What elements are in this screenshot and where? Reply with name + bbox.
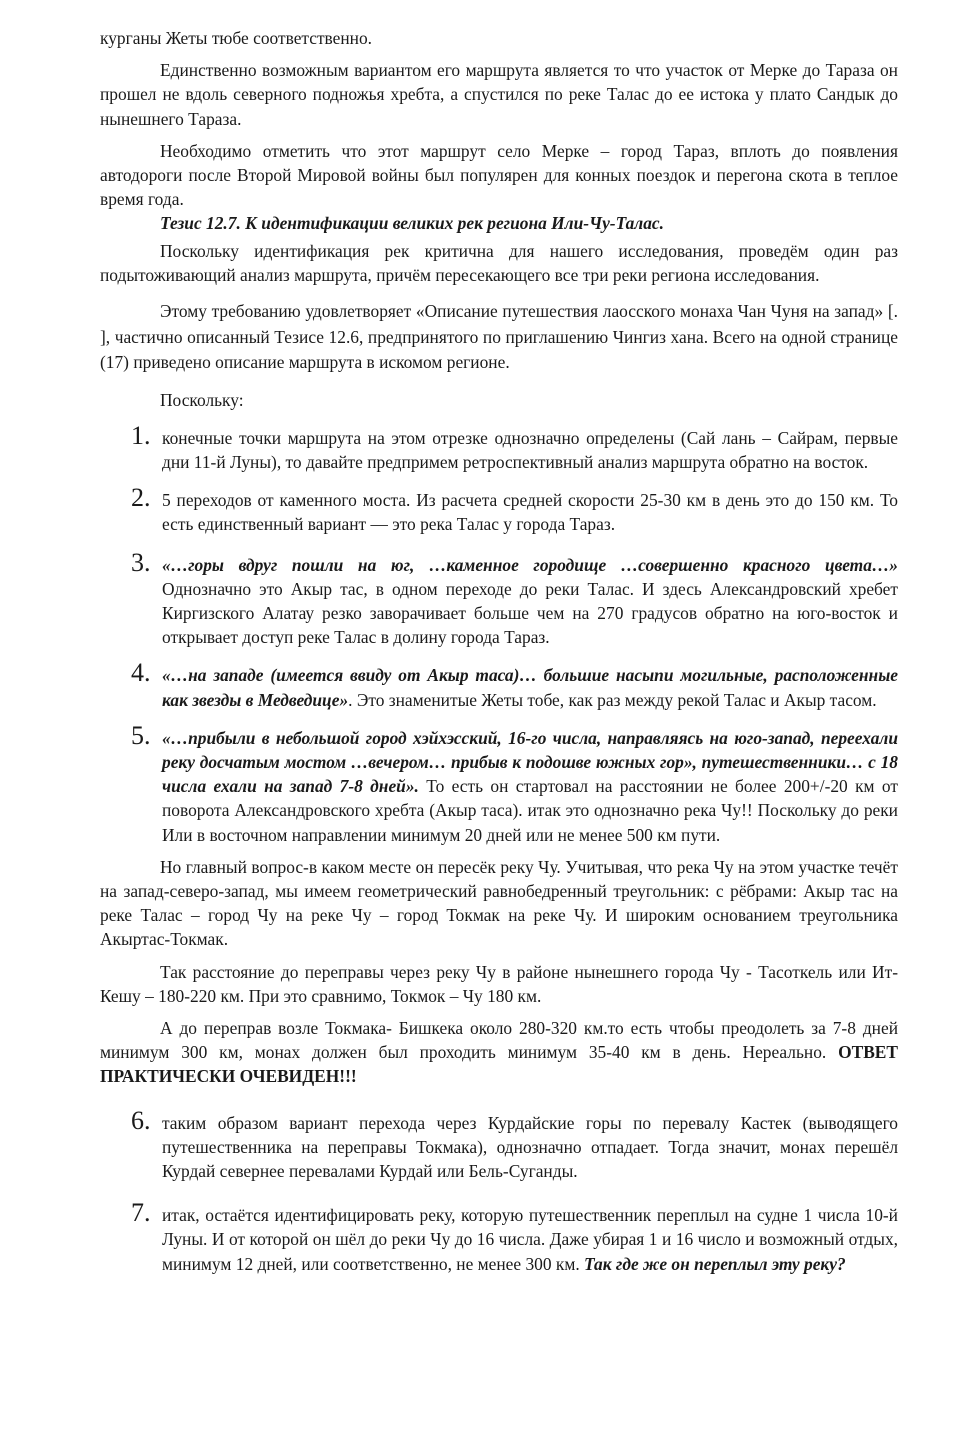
list-item-text: . Это знаменитые Жеты тобе, как раз между рекой Талас и Акыр тасом. (348, 689, 877, 710)
list-item-text: То есть он стартовал на расстоянии не более 200+/-20 км от поворота Александровского хребта (Акыр таса). итак это однозначно река Чу!! Поскольку до реки Или в восточном направлении минимум 20 дней или не менее 500 км пути. (162, 776, 898, 845)
list-item-4 (100, 658, 898, 711)
answer-emphasis: ОТВЕТ ПРАКТИЧЕСКИ ОЧЕВИДЕН!!! (100, 1042, 898, 1087)
list-item-quote: «…горы вдруг пошли на юг, …каменное городище …совершенно красного цвета…» (162, 554, 898, 575)
list-item-2 (100, 483, 898, 536)
paragraph-route-variant: Единственно возможным вариантом его маршрута является то что участок от Мерке до Тараза он прошел не вдоль северного подножья хребта, а спустился по реке Талас до ее истока у плато Сандык до нынешнего Тараза. (100, 60, 898, 129)
list-item-text: итак, остаётся идентифицировать реку, которую путешественник переплыл на судне 1 числа 10-й Луны. И от которой он шёл до реки Чу до 16 числа. Даже убирая 1 и 16 число и возможный отдых, минимум 12 дней, или соответственно, не менее 300 км. (162, 1205, 898, 1274)
list-item-question: Так где же он переплыл эту реку? (584, 1253, 846, 1274)
list-number: 5. (131, 720, 151, 750)
list-item-7 (100, 1198, 898, 1276)
paragraph-travel-description: Этому требованию удовлетворяет «Описание путешествия лаосского монаха Чан Чуня на запад» [. ], частично описанный Тезисе 12.6, предпринятого по приглашению Чингиз хана. Всего на одной странице (17) приведено описание маршрута в искомом регионе. (100, 301, 898, 373)
list-number: 4. (131, 658, 151, 688)
paragraph-route-note: Необходимо отметить что этот маршрут село Мерке – город Тараз, вплоть до появления автодороги после Второй Мировой войны был популярен для конных поездок и перегона скота в теплое время года. (100, 140, 898, 210)
list-number: 7. (131, 1198, 151, 1228)
list-item-1 (100, 420, 898, 474)
thesis-heading: Тезис 12.7. К идентификации великих рек региона Или-Чу-Талас. (160, 213, 664, 234)
document-page (100, 26, 898, 1276)
list-number: 1. (131, 420, 151, 450)
list-item-5 (100, 720, 898, 847)
paragraph-continuation: курганы Жеты тюбе соответственно. (100, 28, 373, 48)
paragraph-rivers-identification: Поскольку идентификация рек критична для нашего исследования, проведём один раз подытоживающий анализ маршрута, причём пересекающего все три реки региона исследования. (100, 240, 898, 285)
paragraph-text: А до переправ возле Токмака- Бишкека около 280-320 км.то есть чтобы преодолеть за 7-8 дней минимум 300 км, монах должен был проходить минимум 35-40 км в день. Нереально. (100, 1018, 898, 1063)
list-item-text: таким образом вариант перехода через Курдайские горы по перевалу Кастек (выводящего путешественника на переправы Токмака), однозначно отпадает. Тогда значит, монах перешёл Курдай севернее перевалами Курдай или Бель-Суганды. (162, 1112, 898, 1182)
list-item-text: Однозначно это Акыр тас, в одном переходе до реки Талас. И здесь Александровский хребет Киргизского Алатау резко заворачивает больше чем на 270 градусов обратно на юго-восток и открывает доступ реке Талас в долину города Тараз. (162, 578, 898, 648)
list-number: 2. (131, 483, 151, 513)
list-item-text: 5 переходов от каменного моста. Из расчета средней скорости 25-30 км в день это до 150 км. То есть единственный вариант — это река Талас у города Тараз. (162, 490, 898, 535)
list-number: 3. (131, 547, 151, 577)
list-item-3 (100, 547, 898, 650)
list-item-text: конечные точки маршрута на этом отрезке однозначно определены (Сай лань – Сайрам, первые дни 11-й Луны), то давайте предпримем ретроспективный анализ маршрута обратно на восток. (162, 427, 898, 472)
paragraph-because: Поскольку: (160, 389, 244, 410)
list-number: 6. (131, 1105, 151, 1135)
paragraph-main-question: Но главный вопрос-в каком месте он пересёк реку Чу. Учитывая, что река Чу на этом участке течёт на запад-северо-запад, мы имеем геометрический равнобедренный треугольник: с рёбрами: Акыр тас на реке Талас – город Чу на реке Чу – город Токмак на реке Чу. И широким основанием треугольника Акыртас-Токмак. (100, 856, 898, 950)
paragraph-tokmak-crossing (100, 1016, 898, 1089)
list-item-6 (100, 1105, 898, 1184)
list-item-quote: «…прибыли в небольшой город хэйхэсский, 16-го числа, направляясь на юго-запад, переехали реку досчатым мостом …вечером… прибыв к подошве южных гор», путешественники… с 18 числа ехали на запад 7-8 дней». (162, 727, 898, 797)
list-item-quote: «…на западе (имеется ввиду от Акыр таса)… большие насыпи могильные, расположенные как звезды в Медведице» (162, 665, 898, 710)
paragraph-crossing-distance: Так расстояние до переправы через реку Чу в районе нынешнего города Чу - Тасоткель или Ит-Кешу – 180-220 км. При это сравнимо, Токмок – Чу 180 км. (100, 961, 898, 1006)
